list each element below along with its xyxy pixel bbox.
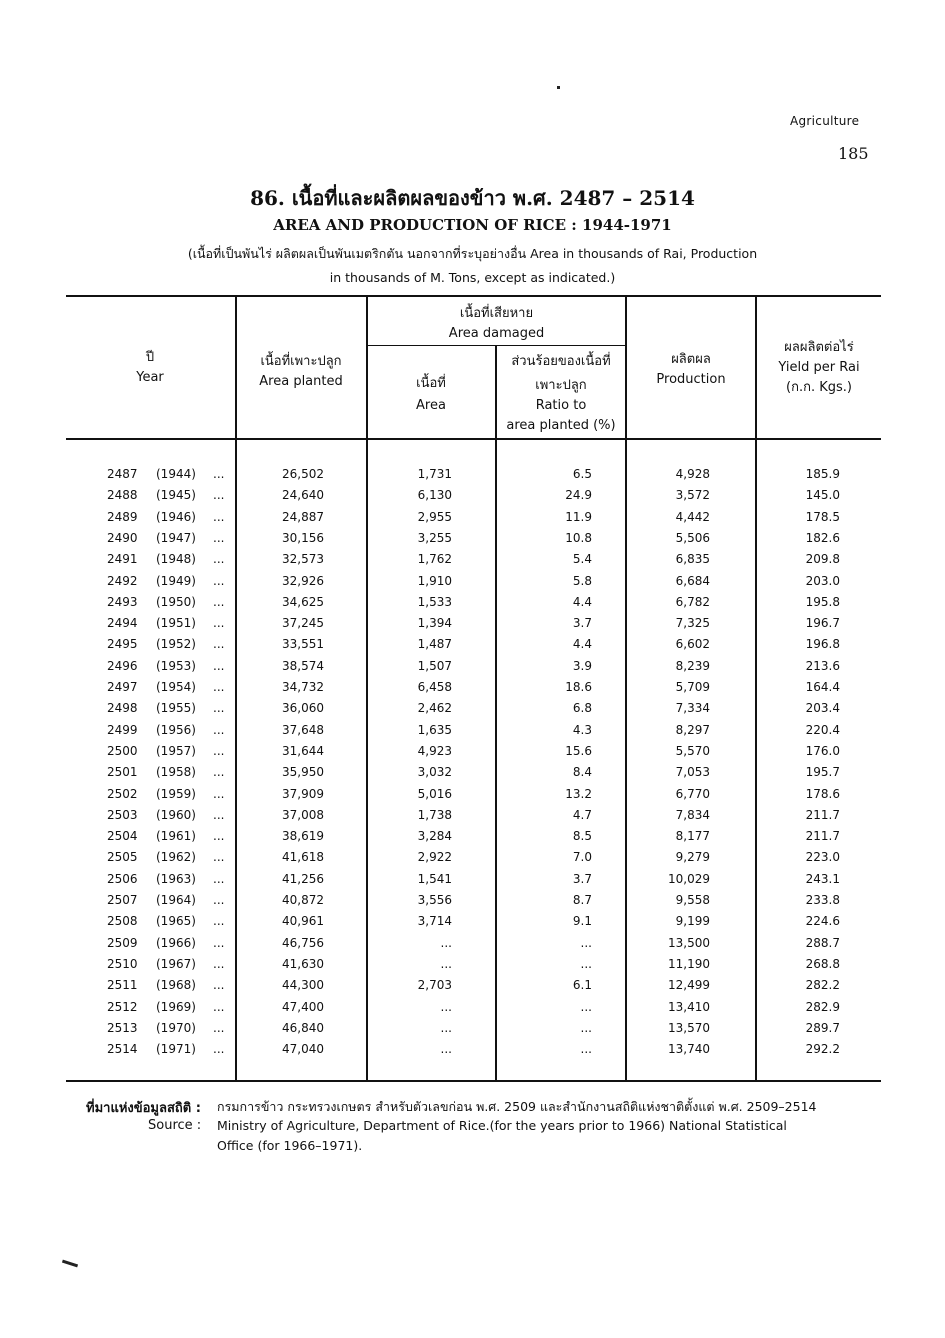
ratio-cell: 3.7 — [572, 872, 592, 886]
production-cell: 5,709 — [675, 680, 710, 694]
area-planted-cell: 46,840 — [282, 1021, 324, 1035]
year-thai: 2496 — [107, 659, 138, 673]
area-damaged-cell: ... — [440, 1042, 452, 1056]
header-bottom-rule — [66, 438, 881, 440]
production-cell: 6,602 — [675, 637, 710, 651]
year-ad: (1944) — [156, 467, 196, 481]
area-planted-cell: 46,756 — [282, 936, 324, 950]
area-planted-cell: 35,950 — [282, 765, 324, 779]
year-ad: (1953) — [156, 659, 196, 673]
area-planted-cell: 26,502 — [282, 467, 324, 481]
area-planted-cell: 44,300 — [282, 978, 324, 992]
yield-cell: 195.8 — [805, 595, 840, 609]
ratio-cell: ... — [580, 1021, 592, 1035]
area-damaged-cell: 6,130 — [417, 488, 452, 502]
source-thai-text: กรมการข้าว กระทรวงเกษตร สำหรับตัวเลขก่อน พ.ศ. 2509 และสำนักงานสถิติแห่งชาติตั้งแต่ พ.ศ. 2509–2514 — [217, 1099, 817, 1114]
yield-cell: 209.8 — [805, 552, 840, 566]
area-damaged-cell: 1,738 — [417, 808, 452, 822]
area-damaged-cell: ... — [440, 1021, 452, 1035]
ratio-cell: 13.2 — [565, 787, 592, 801]
unit-note-line1: (เนื้อที่เป็นพันไร่ ผลิตผลเป็นพันเมตริกตัน นอกจากที่ระบุอย่างอื่น Area in thousands of Rai, Production — [187, 246, 758, 261]
year-thai: 2490 — [107, 531, 138, 545]
header-year — [66, 348, 234, 388]
area-damaged-cell: 3,032 — [417, 765, 452, 779]
yield-cell: 195.7 — [805, 765, 840, 779]
year-ad: (1959) — [156, 787, 196, 801]
header-area-damaged — [368, 304, 625, 344]
production-cell: 7,325 — [675, 616, 710, 630]
area-planted-cell: 37,909 — [282, 787, 324, 801]
col-divider-1 — [235, 297, 237, 1080]
col-divider-5 — [755, 297, 757, 1080]
area-damaged-cell: 1,394 — [417, 616, 452, 630]
header-production — [627, 350, 755, 390]
year-thai: 2497 — [107, 680, 138, 694]
ratio-cell: 6.8 — [572, 701, 592, 715]
production-cell: 10,029 — [668, 872, 710, 886]
year-ad: (1950) — [156, 595, 196, 609]
production-cell: 8,297 — [675, 723, 710, 737]
ratio-cell: 4.7 — [572, 808, 592, 822]
year-ad: (1970) — [156, 1021, 196, 1035]
area-planted-cell: 47,400 — [282, 1000, 324, 1014]
year-thai: 2501 — [107, 765, 138, 779]
ratio-cell: ... — [580, 1000, 592, 1014]
header-area-planted-th: เนื้อที่เพาะปลูก — [260, 354, 342, 369]
production-cell: 7,834 — [675, 808, 710, 822]
area-damaged-cell: 3,714 — [417, 914, 452, 928]
production-cell: 7,334 — [675, 701, 710, 715]
area-damaged-cell: 3,556 — [417, 893, 452, 907]
year-ad: (1957) — [156, 744, 196, 758]
yield-cell: 224.6 — [805, 914, 840, 928]
area-planted-cell: 47,040 — [282, 1042, 324, 1056]
production-cell: 9,199 — [675, 914, 710, 928]
production-cell: 8,177 — [675, 829, 710, 843]
yield-cell: 292.2 — [805, 1042, 840, 1056]
leader-dots: ... — [213, 723, 225, 737]
header-yield-th: ผลผลิตต่อไร่ — [784, 340, 854, 355]
leader-dots: ... — [213, 893, 225, 907]
ratio-cell: 18.6 — [565, 680, 592, 694]
leader-dots: ... — [213, 787, 225, 801]
ratio-cell: 24.9 — [565, 488, 592, 502]
source-english-text2: Office (for 1966–1971). — [217, 1138, 363, 1153]
ratio-cell: 4.3 — [572, 723, 592, 737]
header-yield-en2: (ก.ก. Kgs.) — [786, 380, 852, 395]
leader-dots: ... — [213, 744, 225, 758]
yield-cell: 178.5 — [805, 510, 840, 524]
year-ad: (1956) — [156, 723, 196, 737]
area-planted-cell: 38,574 — [282, 659, 324, 673]
header-year-th: ปี — [145, 350, 155, 365]
unit-note-line2: in thousands of M. Tons, except as indicated.) — [329, 270, 616, 285]
header-production-en: Production — [656, 372, 726, 387]
year-thai: 2502 — [107, 787, 138, 801]
header-yield-en1: Yield per Rai — [778, 360, 860, 375]
area-damaged-rule — [368, 345, 626, 346]
production-cell: 13,740 — [668, 1042, 710, 1056]
ratio-cell: 6.1 — [572, 978, 592, 992]
year-thai: 2492 — [107, 574, 138, 588]
production-cell: 6,835 — [675, 552, 710, 566]
area-planted-cell: 40,961 — [282, 914, 324, 928]
year-thai: 2505 — [107, 850, 138, 864]
yield-cell: 233.8 — [805, 893, 840, 907]
yield-cell: 185.9 — [805, 467, 840, 481]
leader-dots: ... — [213, 574, 225, 588]
ratio-cell: 11.9 — [565, 510, 592, 524]
area-damaged-cell: 1,635 — [417, 723, 452, 737]
area-damaged-cell: 3,255 — [417, 531, 452, 545]
year-ad: (1958) — [156, 765, 196, 779]
year-thai: 2510 — [107, 957, 138, 971]
source-english-label: Source : — [148, 1118, 202, 1133]
area-planted-cell: 34,732 — [282, 680, 324, 694]
yield-cell: 196.8 — [805, 637, 840, 651]
year-ad: (1949) — [156, 574, 196, 588]
year-thai: 2508 — [107, 914, 138, 928]
area-damaged-cell: 1,541 — [417, 872, 452, 886]
area-planted-cell: 41,256 — [282, 872, 324, 886]
production-cell: 4,442 — [675, 510, 710, 524]
production-cell: 5,506 — [675, 531, 710, 545]
scan-dot — [557, 86, 560, 89]
area-damaged-cell: 1,533 — [417, 595, 452, 609]
production-cell: 5,570 — [675, 744, 710, 758]
col-divider-4 — [625, 297, 627, 1080]
year-ad: (1965) — [156, 914, 196, 928]
year-ad: (1946) — [156, 510, 196, 524]
area-planted-cell: 37,008 — [282, 808, 324, 822]
header-area-planted-en: Area planted — [259, 374, 343, 389]
production-cell: 3,572 — [675, 488, 710, 502]
yield-cell: 211.7 — [805, 829, 840, 843]
ratio-cell: 8.7 — [572, 893, 592, 907]
ratio-cell: ... — [580, 1042, 592, 1056]
leader-dots: ... — [213, 616, 225, 630]
ratio-cell: ... — [580, 957, 592, 971]
year-ad: (1951) — [156, 616, 196, 630]
area-planted-cell: 31,644 — [282, 744, 324, 758]
leader-dots: ... — [213, 659, 225, 673]
ratio-cell: 5.8 — [572, 574, 592, 588]
header-yield — [757, 338, 881, 398]
leader-dots: ... — [213, 850, 225, 864]
source-english-text1: Ministry of Agriculture, Department of Rice.(for the years prior to 1966) National Statistical — [217, 1118, 787, 1133]
table-bottom-rule — [66, 1080, 881, 1082]
ratio-cell: 10.8 — [565, 531, 592, 545]
area-planted-cell: 24,640 — [282, 488, 324, 502]
leader-dots: ... — [213, 637, 225, 651]
year-ad: (1954) — [156, 680, 196, 694]
production-cell: 6,770 — [675, 787, 710, 801]
year-thai: 2500 — [107, 744, 138, 758]
area-damaged-cell: 2,462 — [417, 701, 452, 715]
production-cell: 12,499 — [668, 978, 710, 992]
leader-dots: ... — [213, 595, 225, 609]
area-planted-cell: 32,573 — [282, 552, 324, 566]
year-thai: 2514 — [107, 1042, 138, 1056]
yield-cell: 243.1 — [805, 872, 840, 886]
yield-cell: 211.7 — [805, 808, 840, 822]
header-ratio-en1: Ratio to — [535, 398, 587, 413]
area-damaged-cell: 2,955 — [417, 510, 452, 524]
leader-dots: ... — [213, 701, 225, 715]
title-thai: 86. เนื้อที่และผลิตผลของข้าว พ.ศ. 2487 – 2514 — [250, 186, 695, 210]
area-planted-cell: 38,619 — [282, 829, 324, 843]
ratio-cell: 8.4 — [572, 765, 592, 779]
ratio-cell: 4.4 — [572, 637, 592, 651]
leader-dots: ... — [213, 531, 225, 545]
yield-cell: 164.4 — [805, 680, 840, 694]
title-english: AREA AND PRODUCTION OF RICE : 1944-1971 — [273, 216, 672, 234]
year-ad: (1966) — [156, 936, 196, 950]
production-cell: 13,570 — [668, 1021, 710, 1035]
ratio-cell: 3.9 — [572, 659, 592, 673]
leader-dots: ... — [213, 872, 225, 886]
area-damaged-cell: 5,016 — [417, 787, 452, 801]
area-planted-cell: 33,551 — [282, 637, 324, 651]
area-planted-cell: 36,060 — [282, 701, 324, 715]
year-thai: 2511 — [107, 978, 138, 992]
ratio-cell: 7.0 — [572, 850, 592, 864]
year-ad: (1947) — [156, 531, 196, 545]
leader-dots: ... — [213, 765, 225, 779]
leader-dots: ... — [213, 1042, 225, 1056]
year-thai: 2491 — [107, 552, 138, 566]
yield-cell: 196.7 — [805, 616, 840, 630]
area-damaged-cell: ... — [440, 957, 452, 971]
yield-cell: 220.4 — [805, 723, 840, 737]
year-thai: 2504 — [107, 829, 138, 843]
year-ad: (1969) — [156, 1000, 196, 1014]
year-thai: 2512 — [107, 1000, 138, 1014]
scan-mark — [62, 1260, 78, 1268]
production-cell: 8,239 — [675, 659, 710, 673]
area-damaged-cell: ... — [440, 1000, 452, 1014]
leader-dots: ... — [213, 829, 225, 843]
production-cell: 4,928 — [675, 467, 710, 481]
year-ad: (1964) — [156, 893, 196, 907]
leader-dots: ... — [213, 488, 225, 502]
year-thai: 2489 — [107, 510, 138, 524]
leader-dots: ... — [213, 1000, 225, 1014]
year-thai: 2498 — [107, 701, 138, 715]
yield-cell: 289.7 — [805, 1021, 840, 1035]
ratio-cell: 3.7 — [572, 616, 592, 630]
production-cell: 13,410 — [668, 1000, 710, 1014]
year-ad: (1968) — [156, 978, 196, 992]
area-damaged-cell: 1,910 — [417, 574, 452, 588]
yield-cell: 282.2 — [805, 978, 840, 992]
yield-cell: 282.9 — [805, 1000, 840, 1014]
production-cell: 11,190 — [668, 957, 710, 971]
year-ad: (1948) — [156, 552, 196, 566]
yield-cell: 203.4 — [805, 701, 840, 715]
year-ad: (1952) — [156, 637, 196, 651]
year-thai: 2494 — [107, 616, 138, 630]
header-year-en: Year — [136, 370, 164, 385]
ratio-cell: 4.4 — [572, 595, 592, 609]
page-number: 185 — [838, 144, 869, 163]
area-planted-cell: 24,887 — [282, 510, 324, 524]
ratio-cell: 9.1 — [572, 914, 592, 928]
area-planted-cell: 37,648 — [282, 723, 324, 737]
year-thai: 2488 — [107, 488, 138, 502]
header-production-th: ผลิตผล — [671, 352, 711, 367]
area-damaged-cell: 4,923 — [417, 744, 452, 758]
area-damaged-cell: 3,284 — [417, 829, 452, 843]
header-area-damaged-en: Area damaged — [448, 326, 545, 341]
production-cell: 6,782 — [675, 595, 710, 609]
year-thai: 2509 — [107, 936, 138, 950]
leader-dots: ... — [213, 510, 225, 524]
yield-cell: 288.7 — [805, 936, 840, 950]
production-cell: 9,558 — [675, 893, 710, 907]
leader-dots: ... — [213, 1021, 225, 1035]
ratio-cell: 5.4 — [572, 552, 592, 566]
header-ratio-th2: เพาะปลูก — [535, 378, 587, 393]
year-ad: (1945) — [156, 488, 196, 502]
ratio-cell: 8.5 — [572, 829, 592, 843]
area-planted-cell: 40,872 — [282, 893, 324, 907]
leader-dots: ... — [213, 680, 225, 694]
year-ad: (1960) — [156, 808, 196, 822]
leader-dots: ... — [213, 467, 225, 481]
year-ad: (1961) — [156, 829, 196, 843]
yield-cell: 178.6 — [805, 787, 840, 801]
year-thai: 2499 — [107, 723, 138, 737]
leader-dots: ... — [213, 914, 225, 928]
year-ad: (1967) — [156, 957, 196, 971]
year-ad: (1971) — [156, 1042, 196, 1056]
col-divider-3 — [495, 346, 497, 1080]
area-damaged-cell: 1,487 — [417, 637, 452, 651]
year-ad: (1963) — [156, 872, 196, 886]
year-thai: 2487 — [107, 467, 138, 481]
area-planted-cell: 34,625 — [282, 595, 324, 609]
yield-cell: 176.0 — [805, 744, 840, 758]
header-area-planted — [237, 352, 365, 392]
year-thai: 2506 — [107, 872, 138, 886]
year-thai: 2507 — [107, 893, 138, 907]
area-planted-cell: 41,630 — [282, 957, 324, 971]
yield-cell: 268.8 — [805, 957, 840, 971]
production-cell: 6,684 — [675, 574, 710, 588]
header-area-en: Area — [416, 398, 446, 413]
ratio-cell: 6.5 — [572, 467, 592, 481]
leader-dots: ... — [213, 552, 225, 566]
area-damaged-cell: 6,458 — [417, 680, 452, 694]
year-ad: (1962) — [156, 850, 196, 864]
ratio-cell: 15.6 — [565, 744, 592, 758]
leader-dots: ... — [213, 808, 225, 822]
year-ad: (1955) — [156, 701, 196, 715]
area-damaged-cell: 2,703 — [417, 978, 452, 992]
leader-dots: ... — [213, 936, 225, 950]
area-planted-cell: 32,926 — [282, 574, 324, 588]
area-damaged-cell: ... — [440, 936, 452, 950]
yield-cell: 203.0 — [805, 574, 840, 588]
header-area-damaged-th: เนื้อที่เสียหาย — [459, 306, 534, 321]
header-ratio-th1: ส่วนร้อยของเนื้อที่ — [511, 354, 611, 369]
year-thai: 2495 — [107, 637, 138, 651]
area-planted-cell: 30,156 — [282, 531, 324, 545]
production-cell: 7,053 — [675, 765, 710, 779]
leader-dots: ... — [213, 978, 225, 992]
leader-dots: ... — [213, 957, 225, 971]
header-area — [368, 374, 494, 416]
area-planted-cell: 41,618 — [282, 850, 324, 864]
ratio-cell: ... — [580, 936, 592, 950]
header-ratio — [497, 352, 625, 436]
area-damaged-cell: 1,507 — [417, 659, 452, 673]
area-damaged-cell: 1,762 — [417, 552, 452, 566]
year-thai: 2493 — [107, 595, 138, 609]
yield-cell: 145.0 — [805, 488, 840, 502]
yield-cell: 223.0 — [805, 850, 840, 864]
table-top-rule — [66, 295, 881, 297]
production-cell: 13,500 — [668, 936, 710, 950]
header-ratio-en2: area planted (%) — [506, 418, 616, 433]
year-thai: 2503 — [107, 808, 138, 822]
area-planted-cell: 37,245 — [282, 616, 324, 630]
header-area-th: เนื้อที่ — [416, 376, 446, 391]
yield-cell: 213.6 — [805, 659, 840, 673]
area-damaged-cell: 1,731 — [417, 467, 452, 481]
area-damaged-cell: 2,922 — [417, 850, 452, 864]
year-thai: 2513 — [107, 1021, 138, 1035]
section-label: Agriculture — [790, 114, 860, 128]
production-cell: 9,279 — [675, 850, 710, 864]
yield-cell: 182.6 — [805, 531, 840, 545]
source-thai-label: ที่มาแห่งข้อมูลสถิติ : — [86, 1101, 201, 1116]
